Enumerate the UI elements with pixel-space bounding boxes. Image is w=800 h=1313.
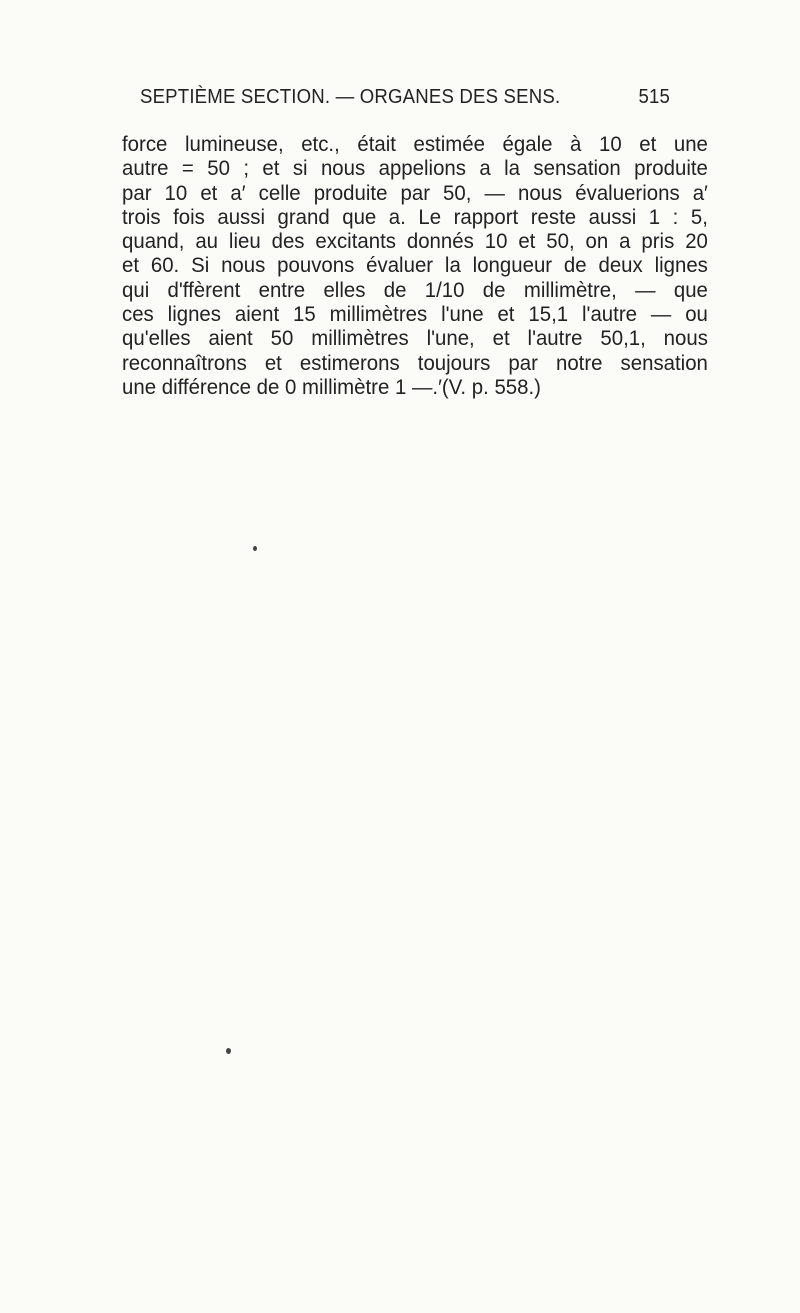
paper-speck [226,1048,231,1054]
paper-speck [253,546,257,551]
text-line: quand, au lieu des excitants donnés 10 et 50, on a pris 20 [122,228,708,254]
text-line: autre = 50 ; et si nous appelions a la sensation produite [122,155,708,181]
text-line: force lumineuse, etc., était estimée égale à 10 et une [122,131,708,156]
text-line: qui d'ffèrent entre elles de 1/10 de millimètre, — que [122,276,708,302]
text-line: une différence de 0 millimètre 1 —.′(V. p. 558.) [122,373,541,399]
body-text [122,132,722,399]
running-head [140,86,670,120]
text-line: ces lignes aient 15 millimètres l'une et 15,1 l'autre — ou [122,301,708,327]
text-line: trois fois aussi grand que a. Le rapport reste aussi 1 : 5, [122,203,708,229]
page-number: 515 [638,86,671,108]
text-line: par 10 et a′ celle produite par 50, — nous évaluerions a′ [122,179,708,205]
running-head-title: SEPTIÈME SECTION. — ORGANES DES SENS. [140,86,561,108]
text-line: reconnaîtrons et estimerons toujours par notre sensation [122,349,708,375]
text-line: et 60. Si nous pouvons évaluer la longueur de deux lignes [122,252,708,278]
text-line: qu'elles aient 50 millimètres l'une, et l'autre 50,1, nous [122,325,708,351]
